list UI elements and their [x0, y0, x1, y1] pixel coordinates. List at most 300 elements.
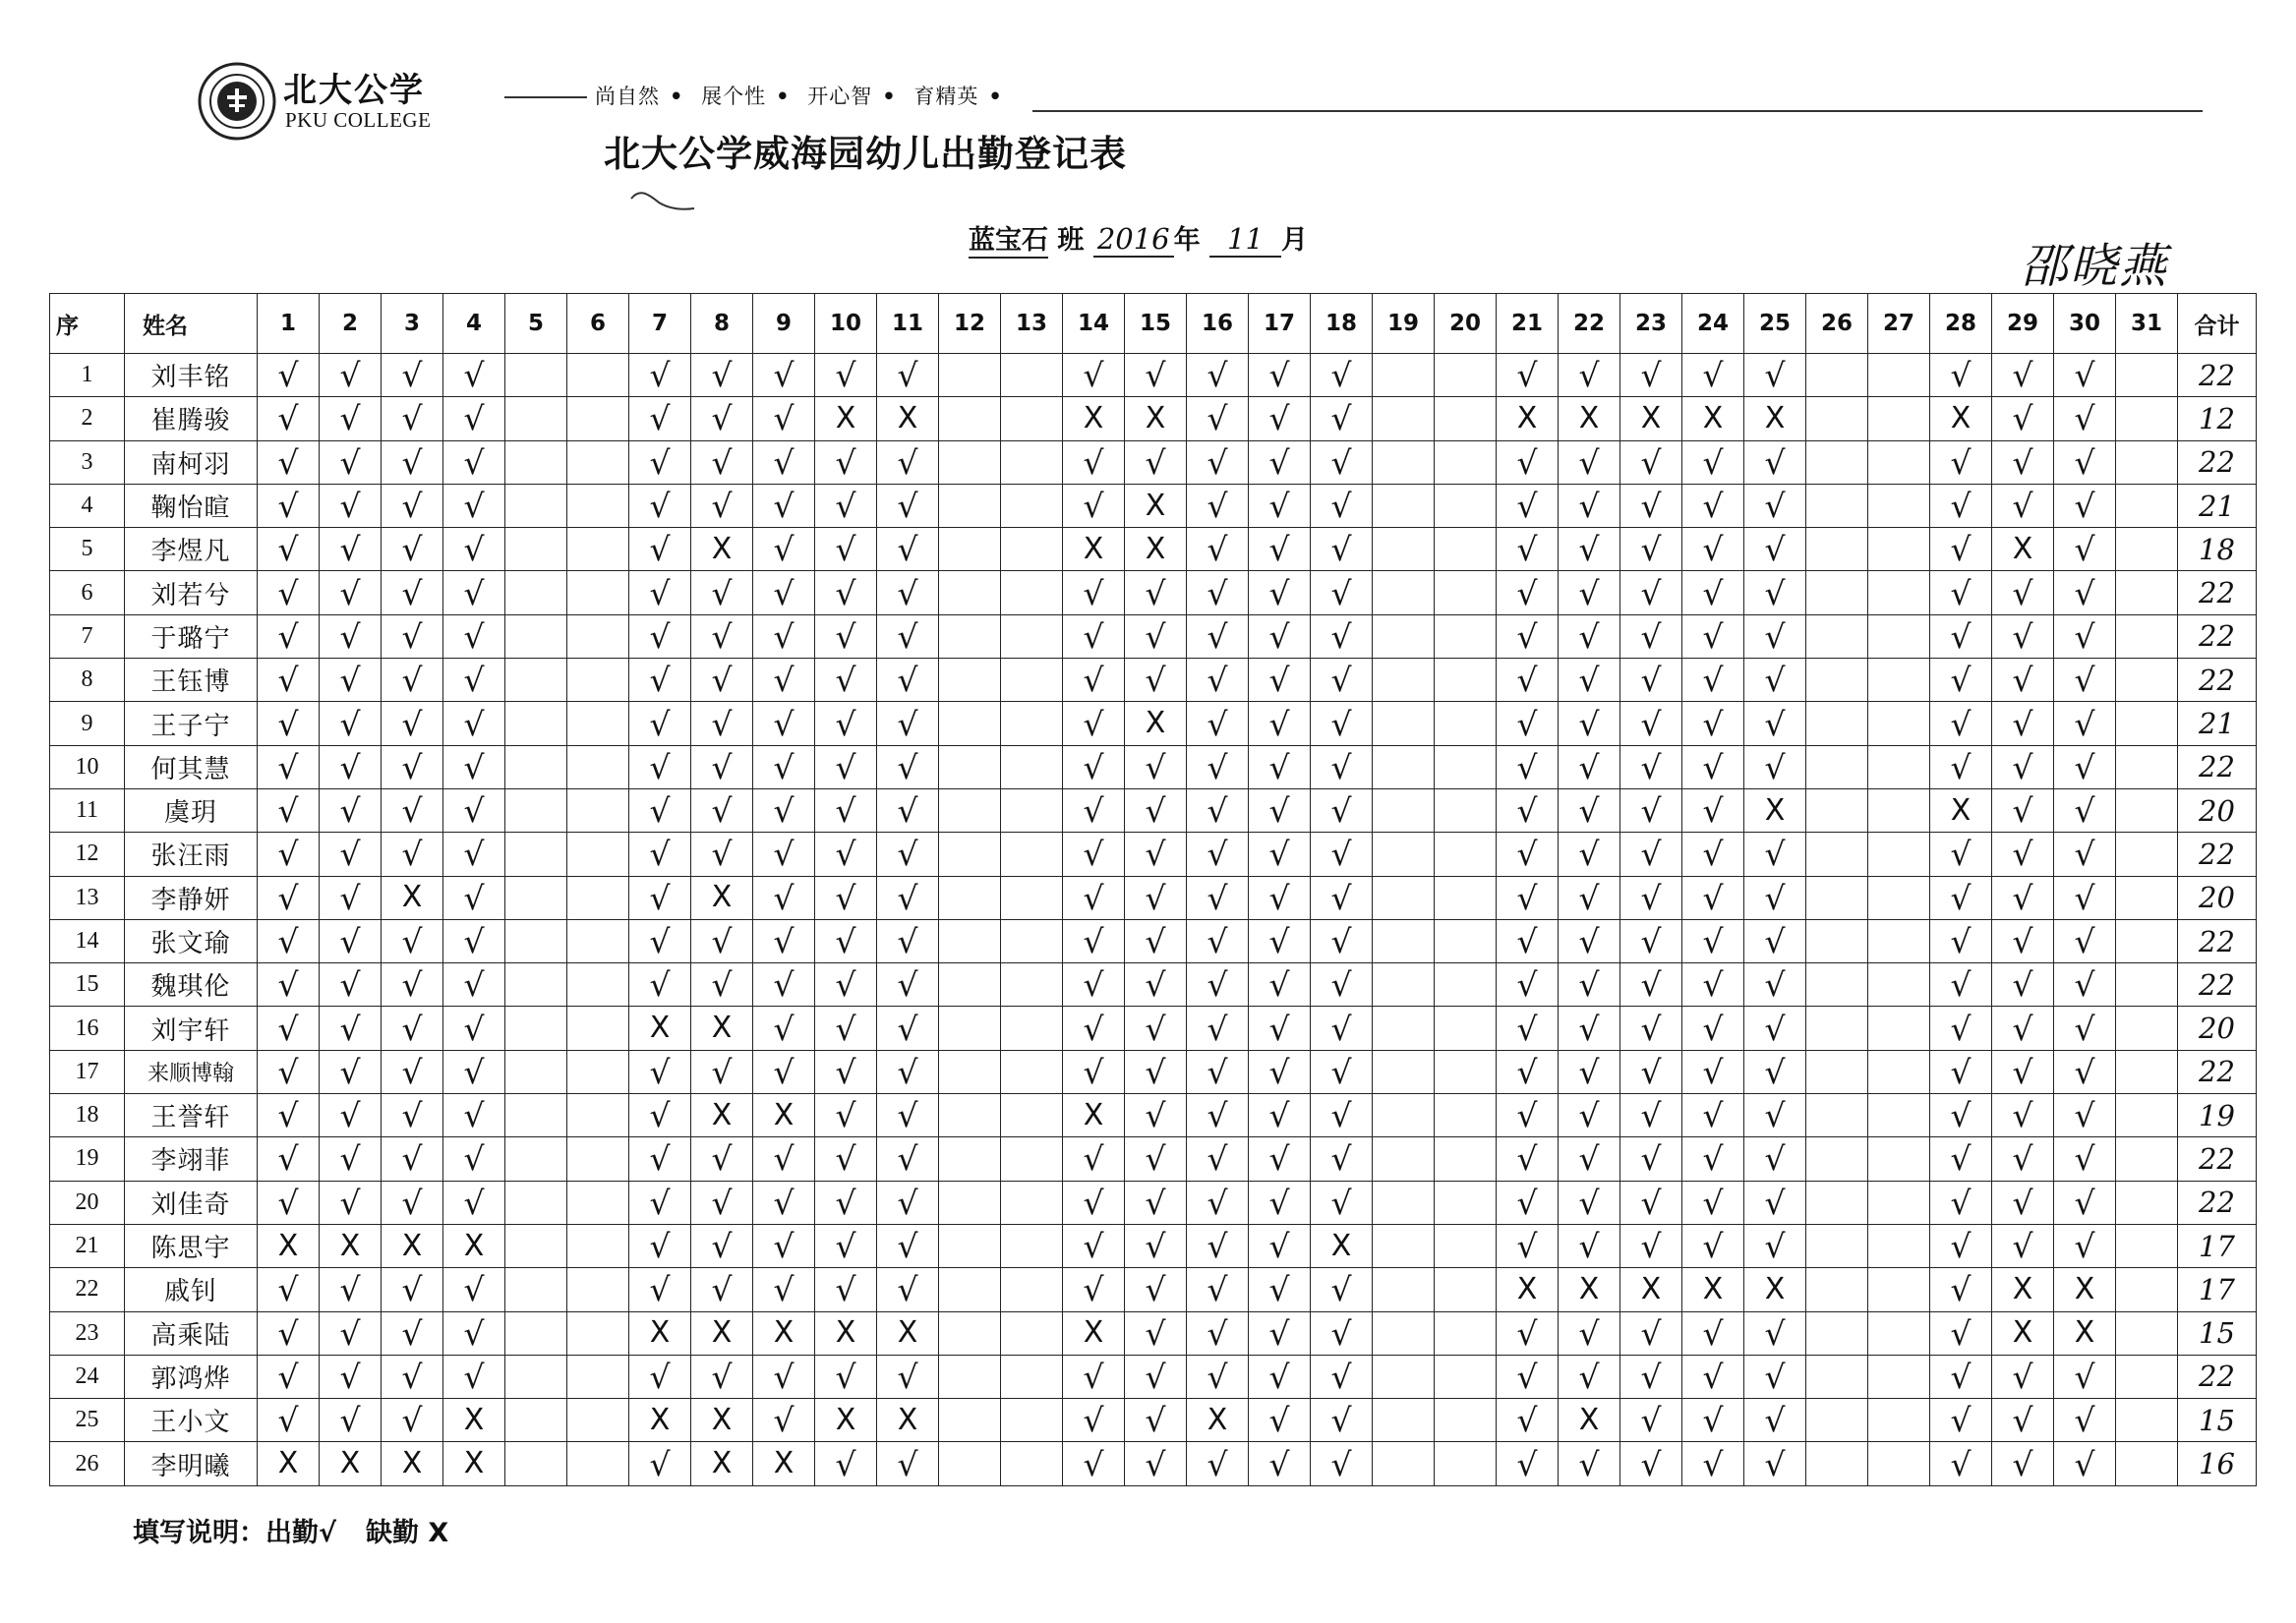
- empty-cell: [505, 1224, 567, 1267]
- empty-cell: [939, 659, 1001, 702]
- student-name: 李翊菲: [125, 1137, 258, 1181]
- present-mark: √: [1682, 571, 1744, 614]
- present-mark: √: [815, 571, 877, 614]
- present-mark: √: [691, 659, 753, 702]
- present-mark: √: [1930, 354, 1992, 397]
- row-total: 15: [2178, 1399, 2257, 1442]
- absent-mark: X: [1744, 1268, 1806, 1311]
- empty-cell: [1373, 1181, 1435, 1224]
- empty-cell: [1868, 397, 1930, 440]
- present-mark: √: [258, 614, 320, 658]
- present-mark: √: [2054, 1007, 2116, 1050]
- empty-cell: [1001, 833, 1063, 876]
- present-mark: √: [1992, 1224, 2054, 1267]
- row-seq: 3: [50, 440, 125, 484]
- empty-cell: [939, 397, 1001, 440]
- present-mark: √: [1497, 1137, 1559, 1181]
- empty-cell: [2116, 659, 2178, 702]
- empty-cell: [1001, 702, 1063, 745]
- present-mark: √: [1249, 1224, 1311, 1267]
- empty-cell: [1373, 1224, 1435, 1267]
- empty-cell: [1868, 1399, 1930, 1442]
- present-mark: √: [382, 1399, 443, 1442]
- student-name: 李煜凡: [125, 528, 258, 571]
- absent-mark: X: [382, 1442, 443, 1485]
- present-mark: √: [1682, 354, 1744, 397]
- present-mark: √: [1620, 1224, 1682, 1267]
- row-seq: 22: [50, 1268, 125, 1311]
- empty-cell: [1435, 354, 1497, 397]
- absent-mark: X: [1497, 1268, 1559, 1311]
- present-mark: √: [1249, 528, 1311, 571]
- empty-cell: [1868, 919, 1930, 962]
- present-mark: √: [1249, 876, 1311, 919]
- absent-mark: X: [691, 1094, 753, 1137]
- present-mark: √: [1187, 702, 1249, 745]
- present-mark: √: [1187, 354, 1249, 397]
- column-header-day: 30: [2054, 294, 2116, 354]
- present-mark: √: [1125, 1094, 1187, 1137]
- row-total: 22: [2178, 440, 2257, 484]
- present-mark: √: [629, 484, 691, 527]
- empty-cell: [2116, 571, 2178, 614]
- empty-cell: [939, 1137, 1001, 1181]
- present-mark: √: [1559, 1007, 1620, 1050]
- present-mark: √: [320, 440, 382, 484]
- empty-cell: [939, 354, 1001, 397]
- present-mark: √: [1559, 876, 1620, 919]
- empty-cell: [939, 1442, 1001, 1485]
- present-mark: √: [443, 745, 505, 788]
- present-mark: √: [1249, 659, 1311, 702]
- empty-cell: [567, 1137, 629, 1181]
- absent-mark: X: [691, 1399, 753, 1442]
- present-mark: √: [1682, 788, 1744, 832]
- absent-mark: X: [815, 397, 877, 440]
- empty-cell: [1868, 1311, 1930, 1355]
- absent-mark: X: [753, 1442, 815, 1485]
- present-mark: √: [1930, 1050, 1992, 1093]
- column-header-day: 2: [320, 294, 382, 354]
- present-mark: √: [1930, 702, 1992, 745]
- empty-cell: [1435, 1137, 1497, 1181]
- present-mark: √: [1311, 528, 1373, 571]
- present-mark: √: [1744, 1399, 1806, 1442]
- present-mark: √: [1063, 1224, 1125, 1267]
- present-mark: √: [1249, 484, 1311, 527]
- document-title: 北大公学威海园幼儿出勤登记表: [604, 133, 1127, 175]
- empty-cell: [939, 1399, 1001, 1442]
- present-mark: √: [1063, 1007, 1125, 1050]
- present-mark: √: [1620, 1137, 1682, 1181]
- present-mark: √: [1249, 919, 1311, 962]
- row-seq: 2: [50, 397, 125, 440]
- column-header-day: 24: [1682, 294, 1744, 354]
- empty-cell: [1373, 833, 1435, 876]
- present-mark: √: [753, 1224, 815, 1267]
- empty-cell: [1373, 571, 1435, 614]
- present-mark: √: [1620, 528, 1682, 571]
- present-mark: √: [443, 528, 505, 571]
- empty-cell: [1868, 659, 1930, 702]
- empty-cell: [1373, 788, 1435, 832]
- present-mark: √: [1682, 1399, 1744, 1442]
- empty-cell: [567, 1399, 629, 1442]
- empty-cell: [2116, 614, 2178, 658]
- empty-cell: [567, 1050, 629, 1093]
- present-mark: √: [691, 354, 753, 397]
- present-mark: √: [1559, 484, 1620, 527]
- empty-cell: [1868, 788, 1930, 832]
- present-mark: √: [1311, 397, 1373, 440]
- present-mark: √: [691, 788, 753, 832]
- absent-mark: X: [2054, 1311, 2116, 1355]
- table-row: [50, 1311, 2257, 1355]
- present-mark: √: [1559, 1094, 1620, 1137]
- class-date-line: [969, 218, 1308, 259]
- empty-cell: [1435, 1355, 1497, 1398]
- empty-cell: [1435, 659, 1497, 702]
- column-header-day: 7: [629, 294, 691, 354]
- present-mark: √: [382, 571, 443, 614]
- present-mark: √: [1311, 354, 1373, 397]
- empty-cell: [505, 833, 567, 876]
- present-mark: √: [1992, 1442, 2054, 1485]
- present-mark: √: [1559, 614, 1620, 658]
- table-row: [50, 963, 2257, 1007]
- absent-mark: X: [877, 1399, 939, 1442]
- present-mark: √: [753, 1137, 815, 1181]
- present-mark: √: [1620, 659, 1682, 702]
- table-row: [50, 919, 2257, 962]
- present-mark: √: [1930, 876, 1992, 919]
- present-mark: √: [1125, 745, 1187, 788]
- table-row: [50, 1007, 2257, 1050]
- present-mark: √: [1187, 1007, 1249, 1050]
- column-header-day: 3: [382, 294, 443, 354]
- empty-cell: [939, 919, 1001, 962]
- present-mark: √: [1497, 1224, 1559, 1267]
- present-mark: √: [443, 484, 505, 527]
- present-mark: √: [629, 876, 691, 919]
- empty-cell: [1435, 745, 1497, 788]
- present-mark: √: [258, 659, 320, 702]
- present-mark: √: [320, 919, 382, 962]
- student-name: 王钰博: [125, 659, 258, 702]
- empty-cell: [1806, 1137, 1868, 1181]
- present-mark: √: [258, 833, 320, 876]
- table-row: [50, 702, 2257, 745]
- empty-cell: [1435, 1268, 1497, 1311]
- present-mark: √: [753, 963, 815, 1007]
- present-mark: √: [1744, 440, 1806, 484]
- empty-cell: [1806, 659, 1868, 702]
- present-mark: √: [1620, 354, 1682, 397]
- present-mark: √: [1559, 528, 1620, 571]
- present-mark: √: [1249, 745, 1311, 788]
- present-mark: √: [1125, 614, 1187, 658]
- present-mark: √: [1311, 963, 1373, 1007]
- present-mark: √: [443, 397, 505, 440]
- present-mark: √: [1682, 833, 1744, 876]
- present-mark: √: [1187, 1094, 1249, 1137]
- row-total: 22: [2178, 571, 2257, 614]
- empty-cell: [1373, 397, 1435, 440]
- present-mark: √: [1249, 963, 1311, 1007]
- empty-cell: [567, 1442, 629, 1485]
- column-header-day: 19: [1373, 294, 1435, 354]
- column-header-day: 28: [1930, 294, 1992, 354]
- present-mark: √: [1063, 1442, 1125, 1485]
- empty-cell: [1435, 833, 1497, 876]
- empty-cell: [505, 963, 567, 1007]
- empty-cell: [939, 1094, 1001, 1137]
- present-mark: √: [629, 833, 691, 876]
- present-mark: √: [753, 397, 815, 440]
- empty-cell: [2116, 876, 2178, 919]
- present-mark: √: [1063, 440, 1125, 484]
- empty-cell: [505, 1007, 567, 1050]
- absent-mark: X: [1930, 397, 1992, 440]
- table-row: [50, 1137, 2257, 1181]
- attendance-table: [49, 293, 2257, 1486]
- empty-cell: [567, 354, 629, 397]
- present-mark: √: [1682, 1311, 1744, 1355]
- present-mark: √: [1744, 1311, 1806, 1355]
- empty-cell: [567, 659, 629, 702]
- present-mark: √: [1311, 1181, 1373, 1224]
- column-header-day: 25: [1744, 294, 1806, 354]
- student-name: 刘宇轩: [125, 1007, 258, 1050]
- empty-cell: [567, 528, 629, 571]
- empty-cell: [567, 1181, 629, 1224]
- empty-cell: [567, 1094, 629, 1137]
- empty-cell: [1868, 1268, 1930, 1311]
- empty-cell: [1001, 788, 1063, 832]
- present-mark: √: [1620, 1050, 1682, 1093]
- empty-cell: [567, 1224, 629, 1267]
- empty-cell: [1435, 484, 1497, 527]
- present-mark: √: [877, 963, 939, 1007]
- present-mark: √: [629, 745, 691, 788]
- empty-cell: [2116, 440, 2178, 484]
- present-mark: √: [2054, 1399, 2116, 1442]
- present-mark: √: [2054, 1224, 2116, 1267]
- present-mark: √: [877, 1224, 939, 1267]
- present-mark: √: [1311, 484, 1373, 527]
- present-mark: √: [1125, 1311, 1187, 1355]
- present-mark: √: [1620, 1181, 1682, 1224]
- row-seq: 20: [50, 1181, 125, 1224]
- present-mark: √: [1682, 1137, 1744, 1181]
- present-mark: √: [382, 659, 443, 702]
- present-mark: √: [258, 354, 320, 397]
- present-mark: √: [1187, 1181, 1249, 1224]
- empty-cell: [1806, 484, 1868, 527]
- present-mark: √: [877, 528, 939, 571]
- table-row: [50, 745, 2257, 788]
- present-mark: √: [1311, 1268, 1373, 1311]
- empty-cell: [1435, 1311, 1497, 1355]
- present-mark: √: [1682, 702, 1744, 745]
- present-mark: √: [815, 1268, 877, 1311]
- present-mark: √: [1744, 1224, 1806, 1267]
- row-total: 16: [2178, 1442, 2257, 1485]
- present-mark: √: [1497, 1355, 1559, 1398]
- present-mark: √: [1249, 702, 1311, 745]
- present-mark: √: [1559, 440, 1620, 484]
- present-mark: √: [1744, 484, 1806, 527]
- row-seq: 26: [50, 1442, 125, 1485]
- empty-cell: [1806, 919, 1868, 962]
- empty-cell: [1001, 1442, 1063, 1485]
- present-mark: √: [753, 614, 815, 658]
- absent-mark: X: [1497, 397, 1559, 440]
- month-suffix: 月: [1280, 225, 1308, 256]
- present-mark: √: [1063, 919, 1125, 962]
- empty-cell: [1001, 659, 1063, 702]
- absent-mark: X: [815, 1311, 877, 1355]
- empty-cell: [1435, 614, 1497, 658]
- present-mark: √: [1125, 1268, 1187, 1311]
- present-mark: √: [753, 919, 815, 962]
- present-mark: √: [1125, 963, 1187, 1007]
- table-row: [50, 1442, 2257, 1485]
- present-mark: √: [1620, 919, 1682, 962]
- student-name: 何其慧: [125, 745, 258, 788]
- row-total: 22: [2178, 1137, 2257, 1181]
- present-mark: √: [1497, 833, 1559, 876]
- empty-cell: [1806, 397, 1868, 440]
- present-mark: √: [1497, 354, 1559, 397]
- absent-mark: X: [1125, 528, 1187, 571]
- present-mark: √: [1682, 659, 1744, 702]
- present-mark: √: [1187, 1050, 1249, 1093]
- year-suffix: 年: [1173, 225, 1201, 256]
- present-mark: √: [1249, 1137, 1311, 1181]
- present-mark: √: [815, 745, 877, 788]
- empty-cell: [2116, 1399, 2178, 1442]
- present-mark: √: [1682, 1442, 1744, 1485]
- present-mark: √: [1992, 876, 2054, 919]
- absent-mark: X: [1187, 1399, 1249, 1442]
- row-total: 12: [2178, 397, 2257, 440]
- empty-cell: [567, 440, 629, 484]
- row-total: 22: [2178, 745, 2257, 788]
- pen-stroke-mark: [629, 187, 698, 216]
- absent-mark: X: [1063, 1094, 1125, 1137]
- present-mark: √: [1620, 1355, 1682, 1398]
- present-mark: √: [1559, 788, 1620, 832]
- present-mark: √: [1682, 484, 1744, 527]
- present-mark: √: [1930, 1399, 1992, 1442]
- empty-cell: [505, 788, 567, 832]
- present-mark: √: [2054, 1137, 2116, 1181]
- empty-cell: [1868, 876, 1930, 919]
- present-mark: √: [1559, 963, 1620, 1007]
- row-seq: 4: [50, 484, 125, 527]
- present-mark: √: [815, 528, 877, 571]
- absent-mark: X: [691, 1007, 753, 1050]
- present-mark: √: [1311, 614, 1373, 658]
- present-mark: √: [629, 1442, 691, 1485]
- absent-mark: X: [443, 1442, 505, 1485]
- present-mark: √: [1125, 1355, 1187, 1398]
- present-mark: √: [2054, 1094, 2116, 1137]
- student-name: 崔腾骏: [125, 397, 258, 440]
- empty-cell: [1806, 1399, 1868, 1442]
- absent-mark: X: [320, 1442, 382, 1485]
- present-mark: √: [2054, 571, 2116, 614]
- student-name: 虞玥: [125, 788, 258, 832]
- present-mark: √: [815, 1137, 877, 1181]
- row-total: 18: [2178, 528, 2257, 571]
- present-mark: √: [753, 745, 815, 788]
- present-mark: √: [815, 963, 877, 1007]
- present-mark: √: [753, 354, 815, 397]
- present-mark: √: [1063, 833, 1125, 876]
- present-mark: √: [1744, 1181, 1806, 1224]
- empty-cell: [1373, 919, 1435, 962]
- table-row: [50, 833, 2257, 876]
- absent-mark: X: [1992, 1268, 2054, 1311]
- present-mark: √: [1620, 1007, 1682, 1050]
- absent-mark: X: [1559, 1268, 1620, 1311]
- table-row: [50, 397, 2257, 440]
- empty-cell: [2116, 702, 2178, 745]
- present-mark: √: [382, 484, 443, 527]
- present-mark: √: [815, 1094, 877, 1137]
- present-mark: √: [1559, 1137, 1620, 1181]
- empty-cell: [1868, 1137, 1930, 1181]
- column-header-day: 14: [1063, 294, 1125, 354]
- present-mark: √: [1744, 1355, 1806, 1398]
- present-mark: √: [1930, 571, 1992, 614]
- column-header-name: 姓名: [125, 294, 258, 354]
- present-mark: √: [629, 963, 691, 1007]
- present-mark: √: [1682, 745, 1744, 788]
- present-mark: √: [1311, 1399, 1373, 1442]
- present-mark: √: [629, 354, 691, 397]
- present-mark: √: [320, 1399, 382, 1442]
- present-mark: √: [2054, 919, 2116, 962]
- present-mark: √: [1125, 354, 1187, 397]
- present-mark: √: [629, 614, 691, 658]
- class-name: 蓝宝石: [969, 218, 1048, 259]
- row-seq: 8: [50, 659, 125, 702]
- row-seq: 25: [50, 1399, 125, 1442]
- empty-cell: [1373, 1268, 1435, 1311]
- present-mark: √: [1744, 876, 1806, 919]
- present-mark: √: [1497, 571, 1559, 614]
- empty-cell: [1001, 571, 1063, 614]
- row-seq: 18: [50, 1094, 125, 1137]
- empty-cell: [567, 397, 629, 440]
- empty-cell: [1001, 876, 1063, 919]
- present-mark: √: [2054, 745, 2116, 788]
- column-header-day: 29: [1992, 294, 2054, 354]
- present-mark: √: [1125, 1399, 1187, 1442]
- column-header-day: 22: [1559, 294, 1620, 354]
- empty-cell: [1001, 963, 1063, 1007]
- present-mark: √: [1311, 919, 1373, 962]
- row-seq: 13: [50, 876, 125, 919]
- present-mark: √: [1992, 702, 2054, 745]
- row-seq: 21: [50, 1224, 125, 1267]
- row-total: 22: [2178, 614, 2257, 658]
- column-header-day: 1: [258, 294, 320, 354]
- present-mark: √: [1311, 745, 1373, 788]
